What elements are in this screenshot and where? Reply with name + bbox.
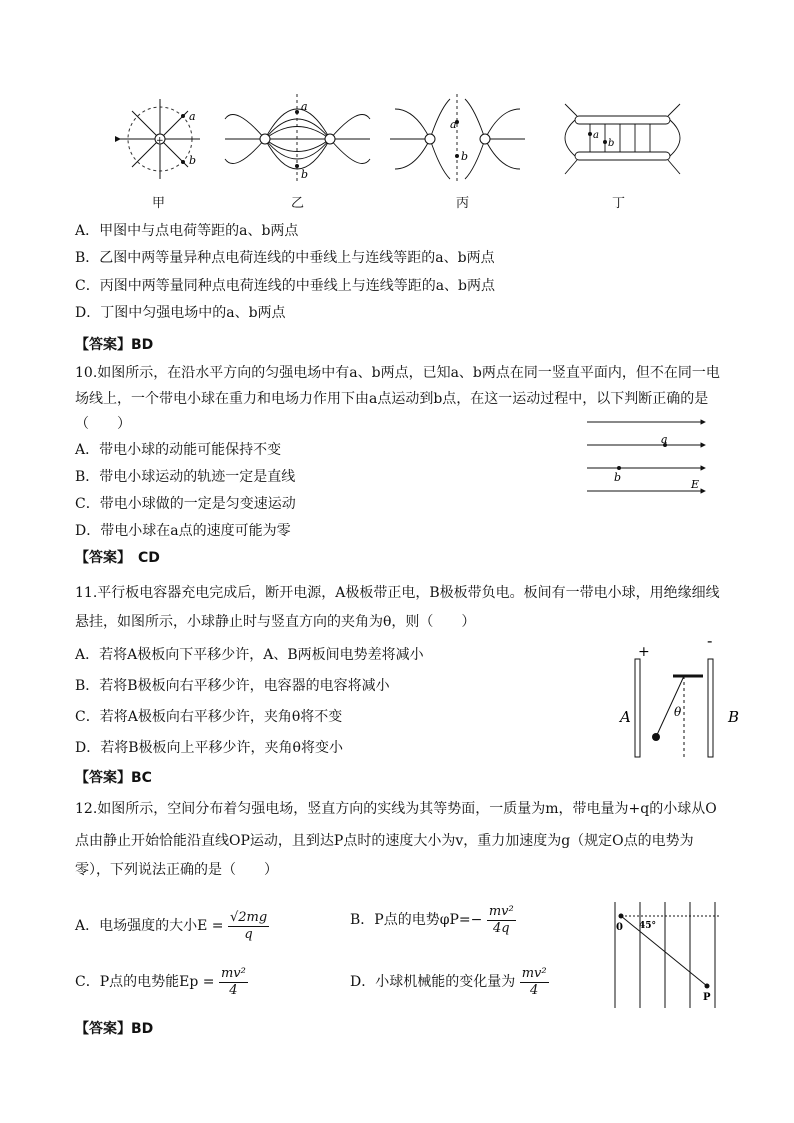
q10-label-b: b — [614, 471, 622, 484]
q11-answer: 【答案】BC — [75, 770, 152, 786]
q12-option-a — [75, 906, 269, 946]
q10-stem-line-2: 场线上，一个带电小球在重力和电场力作用下由a点运动到b点，在这一运动过程中，以下判断正确的是 — [75, 391, 709, 407]
q11-option-a: A．若将A极板向下平移少许，A、B两板间电势差将减小 — [75, 647, 424, 663]
q9-option-b: B．乙图中两等量异种点电荷连线的中垂线上与连线等距的a、b两点 — [75, 250, 495, 266]
q12-option-d — [350, 962, 549, 1002]
q10-field-figure — [585, 410, 710, 500]
bing-label-b: b — [461, 150, 469, 163]
q11-option-c: C．若将A极板向右平移少许，夹角θ将不变 — [75, 709, 343, 725]
q12-option-b-denominator: 4q — [493, 920, 510, 936]
q9-option-a: A．甲图中与点电荷等距的a、b两点 — [75, 223, 299, 239]
q10-label-a: a — [661, 433, 668, 446]
q11-capacitor-figure — [618, 634, 748, 764]
svg-text:+: + — [156, 136, 164, 146]
q12-option-c — [75, 962, 248, 1002]
q10-label-e: E — [691, 478, 700, 491]
yi-label-a: a — [301, 100, 308, 113]
q12-option-a-prefix: A．电场强度的大小E = — [75, 918, 224, 934]
q10-option-b: B．带电小球运动的轨迹一定是直线 — [75, 469, 296, 485]
figure-ding — [565, 104, 680, 174]
q12-option-c-prefix: C．P点的电势能Ep = — [75, 974, 215, 990]
q12-option-a-fraction — [228, 910, 269, 943]
q11-option-d: D．若将B极板向上平移少许，夹角θ将变小 — [75, 740, 343, 756]
q12-option-c-denominator: 4 — [229, 982, 238, 998]
jia-label-a: a — [189, 110, 196, 123]
q11-option-b: B．若将B极板向右平移少许，电容器的电容将减小 — [75, 678, 390, 694]
q12-label-o: 0 — [616, 922, 623, 933]
q10-option-a: A．带电小球的动能可能保持不变 — [75, 442, 282, 458]
jia-label-b: b — [189, 154, 197, 167]
q10-stem-line-3: （ ） — [75, 416, 131, 432]
figure-yi — [225, 94, 370, 184]
q10-stem-line-1: 10.如图所示，在沿水平方向的匀强电场中有a、b两点，已知a、b两点在同一竖直平面内，但不在同一电 — [75, 365, 720, 381]
figure-bing — [390, 94, 525, 184]
ding-label-b: b — [608, 138, 615, 149]
q12-option-d-fraction — [520, 966, 549, 999]
q12-option-b-numerator: mv² — [488, 903, 514, 919]
q11-stem-line-1: 11.平行板电容器充电完成后，断开电源，A极板带正电，B极板带负电。板间有一带电小球，用绝缘细线 — [75, 585, 720, 601]
figure-jia — [120, 99, 200, 179]
q11-theta: θ — [674, 705, 682, 719]
figure-label-ding: 丁 — [612, 196, 626, 211]
q11-stem-line-2: 悬挂，如图所示，小球静止时与竖直方向的夹角为θ，则（ ） — [75, 614, 476, 630]
q12-option-c-fraction — [219, 966, 248, 999]
figure-label-bing: 丙 — [456, 196, 470, 211]
q12-option-c-numerator: mv² — [220, 965, 246, 981]
q9-answer: 【答案】BD — [75, 337, 154, 353]
figure-label-yi: 乙 — [291, 196, 305, 211]
q9-option-c: C．丙图中两等量同种点电荷连线的中垂线上与连线等距的a、b两点 — [75, 278, 496, 294]
ding-label-a: a — [593, 130, 599, 141]
bing-label-a: a — [450, 118, 457, 131]
q12-answer: 【答案】BD — [75, 1021, 154, 1037]
q12-label-p: P — [703, 992, 711, 1003]
q11-plate-a: A — [620, 708, 631, 726]
q9-option-d: D．丁图中匀强电场中的a、b两点 — [75, 305, 286, 321]
yi-label-b: b — [301, 168, 309, 181]
q12-option-a-denominator: q — [244, 926, 253, 942]
q12-stem-line-1: 12.如图所示，空间分布着匀强电场，竖直方向的实线为其等势面，一质量为m，带电量为+q的小球从O — [75, 801, 717, 817]
q12-stem-line-2: 点由静止开始恰能沿直线OP运动，且到达P点时的速度大小为v，重力加速度为g（规定O点的电势为 — [75, 833, 694, 849]
q10-option-c: C．带电小球做的一定是匀变速运动 — [75, 496, 296, 512]
q10-option-d: D．带电小球在a点的速度可能为零 — [75, 523, 291, 539]
q12-equipotential-figure — [607, 900, 732, 1010]
figure-label-jia: 甲 — [152, 196, 166, 211]
q12-option-b-fraction — [487, 904, 516, 937]
q11-plate-b: B — [728, 708, 740, 726]
q12-option-b-prefix: B．P点的电势φP=− — [350, 912, 483, 928]
q11-plus-sign: + — [638, 644, 650, 660]
q12-angle-label: 45° — [639, 921, 657, 931]
q12-option-d-denominator: 4 — [529, 982, 539, 998]
q10-answer: 【答案】 CD — [75, 550, 160, 566]
q12-option-b — [350, 900, 516, 940]
q11-minus-sign: - — [707, 634, 713, 650]
q12-option-d-numerator: mv² — [521, 965, 547, 981]
field-line-figures — [115, 94, 725, 194]
q12-stem-line-3: 零），下列说法正确的是（ ） — [75, 862, 278, 878]
q12-option-d-prefix: D．小球机械能的变化量为 — [350, 974, 516, 990]
q12-option-a-numerator: √2mg — [229, 909, 268, 925]
